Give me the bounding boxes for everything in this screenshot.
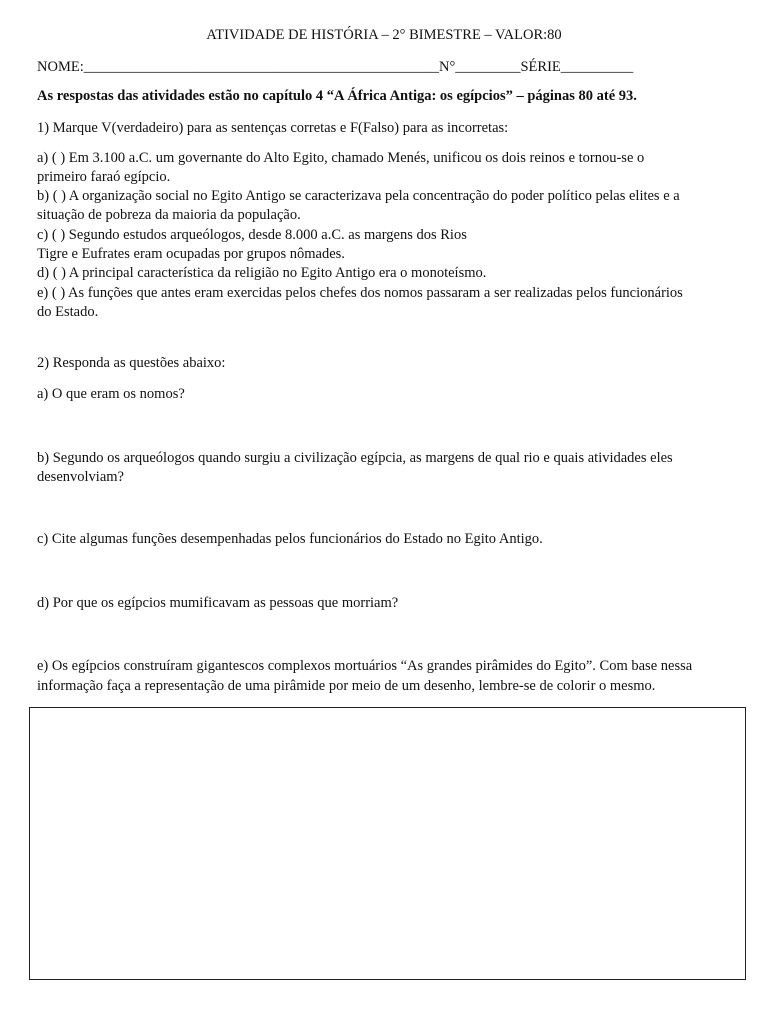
question-1-line: Tigre e Eufrates eram ocupadas por grupos nômades.	[37, 246, 345, 262]
question-1-prompt: 1) Marque V(verdadeiro) para as sentenças corretas e F(Falso) para as incorretas:	[37, 120, 509, 136]
question-2e-continued: informação faça a representação de uma pirâmide por meio de um desenho, lembre-se de colorir o mesmo.	[37, 678, 656, 694]
question-1-line: situação de pobreza da maioria da população.	[37, 207, 301, 223]
question-2b: b) Segundo os arqueólogos quando surgiu a civilização egípcia, as margens de qual rio e quais atividades eles	[37, 450, 673, 466]
question-1-line: b) ( ) A organização social no Egito Antigo se caracterizava pela concentração do poder político pelas elites e a	[37, 188, 680, 204]
question-2b-continued: desenvolviam?	[37, 469, 124, 485]
question-2e: e) Os egípcios construíram gigantescos complexos mortuários “As grandes pirâmides do Egito”. Com base nessa	[37, 658, 693, 674]
question-1-line: primeiro faraó egípcio.	[37, 169, 171, 185]
question-1-line: e) ( ) As funções que antes eram exercidas pelos chefes dos nomos passaram a ser realizadas pelos funcionários	[37, 285, 683, 301]
question-1-line: d) ( ) A principal característica da religião no Egito Antigo era o monoteísmo.	[37, 265, 487, 281]
question-2a: a) O que eram os nomos?	[37, 386, 185, 402]
question-1-line: do Estado.	[37, 304, 99, 320]
question-2d: d) Por que os egípcios mumificavam as pessoas que morriam?	[37, 595, 399, 611]
answers-reference-note: As respostas das atividades estão no capítulo 4 “A África Antiga: os egípcios” – páginas 80 até 93.	[37, 88, 637, 104]
pyramid-drawing-area[interactable]	[29, 707, 746, 980]
student-info-line: NOME:_________________________________________________N°_________SÉRIE__________	[37, 59, 634, 75]
question-2-prompt: 2) Responda as questões abaixo:	[37, 355, 226, 371]
question-1-line: a) ( ) Em 3.100 a.C. um governante do Alto Egito, chamado Menés, unificou os dois reinos e tornou-se o	[37, 150, 645, 166]
page-title: ATIVIDADE DE HISTÓRIA – 2° BIMESTRE – VALOR:80	[206, 27, 562, 43]
question-2c: c) Cite algumas funções desempenhadas pelos funcionários do Estado no Egito Antigo.	[37, 531, 543, 547]
question-1-line: c) ( ) Segundo estudos arqueólogos, desde 8.000 a.C. as margens dos Rios	[37, 227, 467, 243]
